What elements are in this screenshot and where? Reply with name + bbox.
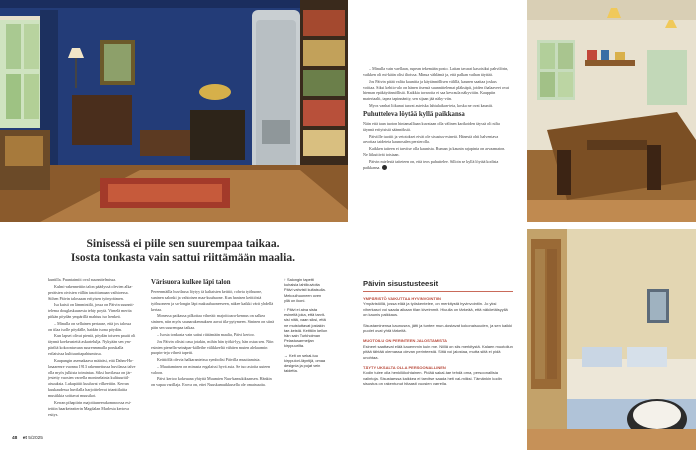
caption: ↑ Salongin tapetti kuhaisia lahtikuvioita Päivi vahvisti kultaisulla. Mekoulhuoneen oven yllä on ikoni. — [284, 277, 326, 303]
sidebar-title: Päivin sisustusteesit — [363, 279, 439, 288]
paragraph: Kun lapset olivat pieniä, pöydän toiseen pauiti oli täynnä koekeustettä askartelulja. Nykyään sen ym-päriltä kokoontuvaan suurenmmalla porukalla erilaisissa kulttuuritapahtumissa. — [48, 333, 136, 357]
paragraph: Kulmi-rakennettiin talon päädyssä olevien alka-peräisten oivisten vällän tasoittamaan vaihtoessa. Siihen Päivin talossaan erityisen työnyrätmen. — [48, 283, 133, 301]
photo-captions — [284, 277, 328, 377]
photo-kitchen — [527, 0, 696, 222]
sidebar-item-text: Kodin tulee olla henkilökohtainen. Pidää sakal-tae tehdä oma, persoonallisia valintoja. Sisustaessa kaikkea ei tarvitse saada heti val-miiksi. Tämänkin kodin sisustus on rakentunut hitaasti vuosien varrella. — [363, 370, 502, 387]
sidebar-item — [363, 296, 513, 318]
paragraph: Päiviille tuotiit ja vetotokset eivät ole sisustus-esinetä. Hänestä ohti halventava arvottaa taideteta kaunosalen persierolla. — [363, 133, 499, 145]
sidebar-item-heading: MUOTOILU ON PERINTEEN JALOSTAMISTA — [363, 338, 448, 344]
paragraph: Myos vanhat liikunat taavat asteiska lahtulaikan-teia, koska ne ovat kauniit. — [369, 103, 494, 109]
section-subheading: Värisuora kulkee läpi talon — [151, 279, 231, 286]
headline-line-1: Sinisessä ei piile sen suurempaa taikaa. — [86, 237, 280, 250]
paragraph: Kerran pihapiirin majoittuneerakomnoossa esi-tettiin baarketeatterin Magdalan Marlesta kertova esitys. — [48, 399, 132, 417]
issue-number: 5/2025 — [28, 436, 43, 441]
sidebar-item-text: Ympäristöllä, jossa elää ja työskentelee, on merkitystä hyvinvointiin. Jo yksi viherkasvi voi saada aikaan tilan kiveimmit. Hiuulla on tärkeää, että näköetäisyyllä on kaunis paikkaus. — [363, 301, 508, 318]
sidebar-divider — [363, 291, 513, 292]
paragraph: Näin että taan tuoton hintamalliaan kuvataan olla välinen karikoiden täyssä oli nilta täynnä erityisisiä säännöksiä. — [363, 120, 500, 132]
body-column-1 — [48, 277, 136, 418]
magazine-name: et — [22, 436, 27, 441]
paragraph: – Minulla on sellainen pertaase, että jos talossa on tilaa isolle pöydälle, haidán isona pöydän. — [48, 320, 132, 332]
sidebar-item-heading: YMPÄRISTÖ VAIKUTTAA HYVINVOINTIIN — [363, 296, 441, 301]
paragraph: kuntilla. Puuntaimiit oval suunnitelmissa. — [48, 277, 117, 282]
paragraph: Jos Päivin pitää valita kaunitia ja käytännöllisen välillä, kaunen saattaa joskus voittaa. Siksi kehtio-alo on hänen itsensä suunnittelemat pläksäpit, joiden ihalaaveet ovat hieman epäkäytännöllisiä. Kaikkia tavaroita ei saa kevraula näkyvitiin. Kauppiin materiaalit, tapea tapinnäntty, sen sijaan jää näky-viin. — [363, 78, 509, 102]
headline-line-2: Isosta tonkasta vain sattui riittämään maalia. — [70, 250, 296, 264]
sidebar-item — [363, 323, 513, 334]
paragraph: – Isosta tonkasta vain sattui riittämään maalia, Päivi kertoo. — [157, 331, 255, 337]
paragraph: Kaupungin asemakaava määräsi, että Dahm-Ho-lasaarenre vuonna 1913 rakennettussa huvilassa talve olla myös julkista toimintaa. Siksi huvilassa on jär-jestetty vuosien varrella moninelainia kulttuuritil-aisuuksia. Lukupäiiit kuuluvat vilkeetiiin. Kerran kuukaudessa huvilalla harjoittelevat trianttilaiita musiikkia soittavat muusikot. — [48, 357, 136, 399]
sidebar-item — [363, 365, 513, 387]
body-column-2 — [151, 277, 274, 389]
paragraph: Pereenmäilla huvilassa löytyy iä kaltaisten keittiö, rohvia työhuone, suninen salonki ja vahtoisen maa-kuuhuone. Kun hanisen keittiöstä työhuoneen ja sa-longin läpi makuuhuoneeseen, näkee kaikki värit yhdellä kertaa. — [151, 289, 274, 312]
headline — [18, 237, 348, 264]
paragraph: Jos Päivin olisisi oasa jotakin, mihin hän työkä-lyy, hän ostaa sen. Niin esinten pienella-seinäpar-källeihe välikkeeltä vähiten muten alelaarmin puopin-teja vihreä tapetti. — [151, 338, 274, 356]
paragraph: Kaikken taiteen ei tarvitse olla kaunista. Ruman ja kaunin rajapinta on arvaamaton. Ne liikuttivät toisiaan. — [363, 146, 506, 158]
photo-bedroom — [527, 229, 696, 450]
page-number: 48 — [12, 436, 18, 441]
paragraph: Monessa paikassa pilkottaa vihreää: majoittoara-kennus on salkea sininen, niin myös saunarakennuksen aavat tila-pytymeen. Sininen on siinä päin sen suurempaa taikaa. — [151, 313, 275, 331]
section-subheading: Puhutteleva löytää kyllä paikkansa — [363, 110, 465, 118]
caption: ↑ Päivi ei aina sista esineitä joka, että tarvit-sisi niitä, vaan siksi, että ne muistuttavat jostakin tae-keistä. Keittiön kellon hän sain Turkholman Pelastusarmeijan kirppuurilta. — [284, 307, 328, 349]
paragraph: – Minulla vain vaellaan, rupean tekemään posto. Laitan tavarat kasoisiksi pahvilörin, vaikken oli mi-kään olisi iltoissa. Minua vählämä ja, että palkan vaihan täyttää. — [363, 66, 509, 77]
body-column-right — [363, 66, 509, 171]
sidebar-item-text: Esineet saattavat elää kauemmin kuin me. Niillä on siis merkitystä. Kalaen muotoilun pitää tähtää olemassa olevan perinteestä. Siitä voi jalostaa, mutta siitä ei pidä unohtaa. — [363, 343, 513, 360]
sidebar-tips — [363, 296, 513, 392]
paragraph-text: Päivin mielestä taiteteen on, että teos puhuttelee. Silloin se kyllä löytää kodista paikkansa. — [363, 158, 499, 170]
sidebar-item — [363, 338, 513, 360]
paragraph: Keittiöllä olevia halkaranteissa symbolisi Päivilla muuttamista. — [157, 357, 261, 363]
page-footer — [12, 436, 43, 441]
paragraph: Päivi kertoo kokeuana yhtyttä Muumien Nuu-kamukiksansen. Hänkin on vapaa varillaja. Erova on, ettei Nuuskamuikkusella ole omaisuutta. — [151, 376, 272, 388]
end-mark-icon — [382, 165, 387, 170]
photo-blue-salon — [0, 0, 348, 222]
sidebar-item-heading: TÄYTY UKSALTA OLLA PERSOONALLINEN — [363, 365, 446, 371]
sidebar-item-text: Sisustaminensa kaunusea, jätti ja tuntee mun-dostavat kokonaisuuden, ja sen kaikki puolet ovat yhtä tärkeitä. — [363, 322, 512, 334]
paragraph: Isa kuisti on lämmintilä, jossa on Päivin suunnit-telema douglaskuusesta tehty poytä. Virnelä merita pitkän pöydän ympärillä mahtuu iso henkeä. — [48, 302, 135, 320]
paragraph: – Muuttaminen on minusta ergalaissi hyvä asia. Se tuo asioita uuteen valoon. — [151, 363, 271, 375]
paragraph — [363, 159, 509, 171]
caption: → Kelt on sekai-tuu kirppulori-läyntijä, omaa designia ja pojat vein taidetta. — [284, 352, 326, 374]
